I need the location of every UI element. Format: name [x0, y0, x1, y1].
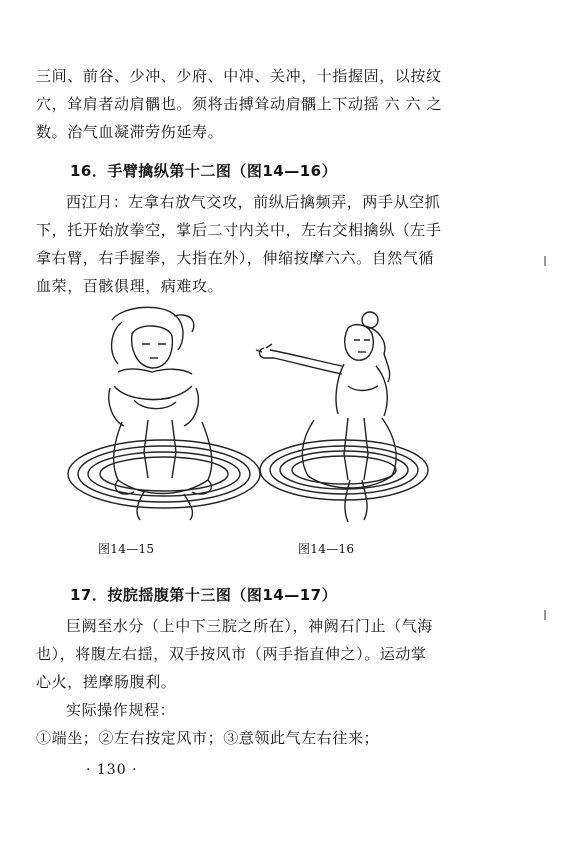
- text-line: 三间、前谷、少冲、少府、中冲、关冲，十指握固，以按纹: [36, 67, 442, 85]
- section-17-heading: 17．按脘揺腹第十三图（图14—17）: [70, 586, 338, 604]
- text-line: 巨阙至水分（上中下三脘之所在），神阙石门止（气海: [66, 617, 433, 635]
- section-16-heading: 16．手臂擒纵第十二图（图14—16）: [70, 162, 338, 180]
- text-line: 下，托开始放拳空，掌后二寸内关中，左右交相擒纵（左手: [36, 221, 442, 239]
- page-number: · 130 ·: [86, 762, 138, 778]
- text-line: 西江月：左拿右放气交攻，前纵后擒频弄，两手从空抓: [66, 193, 441, 211]
- text-line: 心火，搓摩肠腹利。: [36, 673, 177, 691]
- text-line: 血荣，百骸俱理，病难攻。: [36, 277, 224, 295]
- text-line: 数。治气血凝滞劳伤延寿。: [36, 123, 224, 141]
- section-17-body: [36, 612, 528, 696]
- procedure-steps: ①端坐；②左右按定风市；③意领此气左右往来；: [36, 729, 380, 747]
- text-line: 拿右臂，右手握拳，大指在外），伸缩按摩六六。自然气循: [36, 249, 435, 267]
- figure-14-15-caption: 图14—15: [98, 542, 155, 556]
- procedure-subheading: 实际操作规程：: [66, 701, 176, 719]
- section-17-procedure: [36, 696, 528, 752]
- scan-mark: [544, 256, 546, 266]
- top-paragraph: [36, 62, 528, 146]
- text-line: 穴，耸肩者动肩髃也。须将击搏耸动肩髃上下动摇 六 六 之: [36, 95, 443, 113]
- figure-14-16-illustration: [252, 308, 438, 528]
- figure-14-16-caption: 图14—16: [298, 542, 355, 556]
- figure-14-15-illustration: [52, 302, 262, 524]
- text-line: 也），将腹左右揺，双手按风市（两手指直伸之）。运动掌: [36, 645, 427, 663]
- scan-mark: [544, 610, 546, 620]
- section-16-body: [36, 188, 528, 300]
